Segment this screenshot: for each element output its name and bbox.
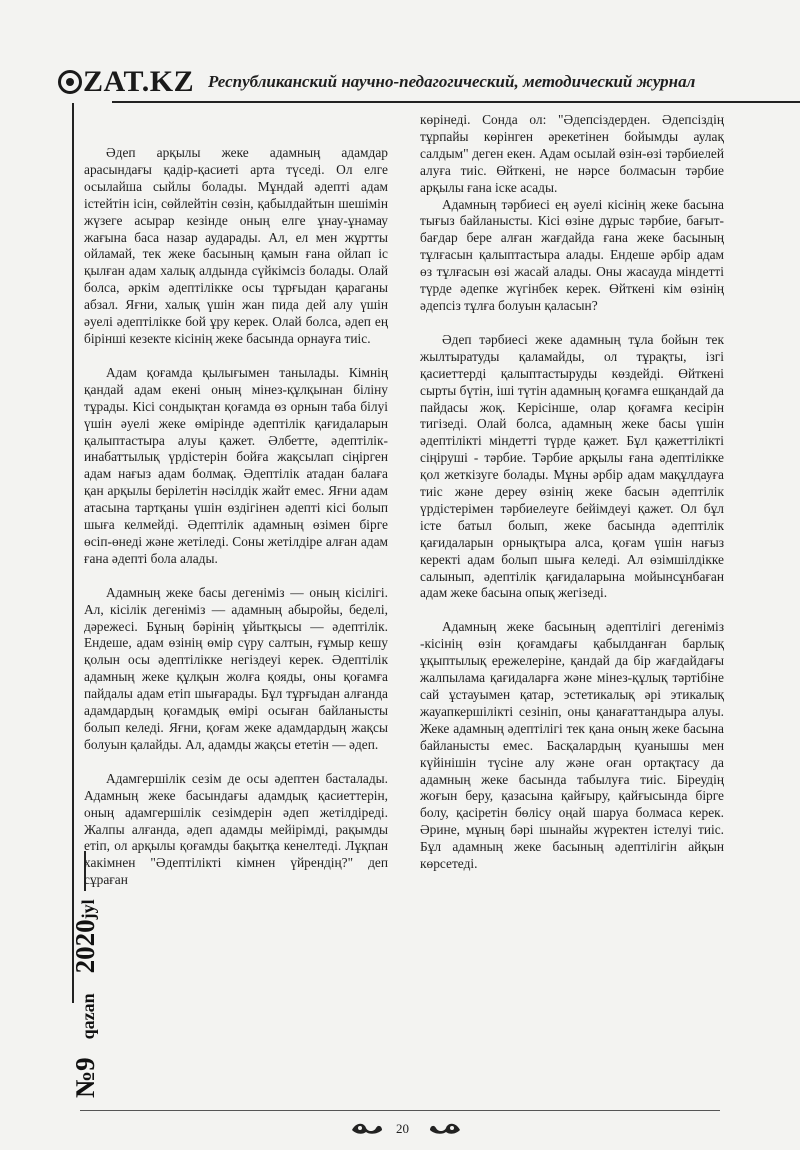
right-column — [420, 112, 724, 873]
journal-title: Республиканский научно-педагогический, методический журнал — [208, 72, 696, 91]
paragraph: Адамгершілік сезім де осы әдептен басталады. Адамның жеке басындағы адамдық қасиеттерін, оның адамгершілік сезімдерін әдеп жетілдіреді. Жалпы алғанда, әдеп адамды мейірімді, рақымды етіп, ол арқылы қоғамды бақытқа кенелтеді. Лұқпан хакімнен "Әдептілікті кімнен үйрендің?" деп сұраған — [84, 770, 388, 888]
header-divider — [112, 101, 800, 103]
issue-year: 2020 — [70, 919, 100, 974]
page-footer — [350, 1118, 470, 1142]
paragraph: көрінеді. Сонда ол: "Әдепсіздерден. Әдепсіздің тұрпайы көрінген әрекетінен бойымды аулақ салдым" деген екен. Адам осылай өзін-өзі тәрбиелей алуға тиіс. Өйткені, не нәрсе болмасын тәрбие арқылы ғана іске асады. — [420, 112, 724, 195]
page-header — [58, 62, 800, 104]
logo-text: ZAT.KZ — [83, 65, 195, 98]
issue-month: qazan — [78, 993, 98, 1040]
paragraph: Адам қоғамда қылығымен танылады. Кімнің қандай адам екені оның мінез-құлқынан біліну тұрады. Кісі сондықтан қоғамда өз орнын таба білуі үшін әуелі жеке өмірінде әдептілік қағидаларын қалыптастыра алуы қажет. Әлбетте, әдептілік-инабаттылық үрдістерін бойға жақсылап сіңірген адам нағыз адам болмақ. Әдептілік атадан балаға қан арқылы берілетін нәсілдік жайт емес. Яғни адам атасына тартқаны үшін өздігінен әдепті кісі болып шыға келмейді. Әдептілік адамның өзімен бірге өсіп-өнеді және жетіледі. Соны жетілдіре алған адам ғана әдепті бола алады. — [84, 364, 388, 566]
right-ornament-icon — [428, 1120, 462, 1136]
paragraph: Адамның жеке басының әдептілігі дегеніміз -кісінің өзін қоғамдағы қабылданған барлық ұқыптылық ережелеріне, қандай да бір жағдайдағы жалпылама қағидаларға және мінез-құлық тәртібіне сай ұстауымен қатар, эстетикалық әрі этикалық жауапкершілікті сезініп, оны қанағаттандыра алуы. Жеке адамның әдептілігі тек қана оның жеке басына байланысты емес. Басқалардың қуанышы мен күйінішін түсіне алу және оған ортақтасу да адамның жеке басында табылуға тиіс. Біреудің жоғын беру, қазасына қайғыру, қайғысында бірге болу, қасіретін бөлісу оңай шаруа болмаса керек. Әрине, мұның бәрі шынайы жүректен істелуі тиіс. Бұл адамның жеке басының әдептілігін айқын көрсетеді. — [420, 619, 724, 872]
left-column — [84, 145, 388, 889]
footer-divider — [80, 1110, 720, 1111]
paragraph: Адамның тәрбиесі ең әуелі кісінің жеке басына тығыз байланысты. Кісі өзіне дұрыс тәрбие, бағыт-бағдар бере алған жағдайда ғана жеке басының тұлғасын қалыптастыра алады. Ендеше әрбір адам өз тұлғасын өзі жасай алады. Оны жасауда міндетті түрде әдепке жүгінбек керек. Өйткені кім өзінің әдепсіз тұлға болуын қаласын? — [420, 196, 724, 313]
logo-circle-icon — [58, 70, 82, 94]
paragraph: Адамның жеке басы дегеніміз — оның кісілігі. Ал, кісілік дегеніміз — адамның абыройы, беделі, дәрежесі. Бұның бәрінің ұйытқысы — әдептілік. Ендеше, адам өзінің өмір сүру салтын, ғұмыр кешу қолын осы әдептілікке негіздеуі керек. Әдептілік адамның жеке құлқын жолға қояды, оны қоғамға пайдалы адам етіп шығарады. Бұл тұрғыдан алғанда адамдардың қоғамдық өмірі осыған байланысты болып келеді. Яғни, қоғам жеке адамдардың жақсы болуын қалайды. Ал, адамды жақсы ететін — әдеп. — [84, 584, 388, 752]
site-logo — [58, 64, 194, 100]
left-ornament-icon — [350, 1120, 384, 1136]
paragraph: Әдеп арқылы жеке адамның адамдар арасындағы қадір-қасиеті арта түседі. Ол елге осылайша сыйлы болады. Мұндай әдепті адам істейтін ісін, сөйлейтін сөзін, қабылдайтын шешімін жүзеге асырар кезінде оның елге ұнау-ұнамау жағына баса назар аударады. Ал, ел мен жұртты ойламай, тек жеке басының қамын ғана ойлап іс қылған адам халық алдында сүйкімсіз болады. Олай болса, әркім әдептілікке осы тұрғыдан қараганы абзал. Яғни, халық үшін жан пида дей алу үшін әуелі әдептілікке бой ұру керек. Олай болса, әдеп ең бірінші кезекте кісінің жеке басында орнауға тиіс. — [84, 145, 388, 346]
paragraph: Әдеп тәрбиесі жеке адамның тұла бойын тек жылтыратуды қаламайды, ол тұрақты, ізгі қасиеттерді қалыптастыруды көздейді. Өйткені сырты бүтін, іші түтін адамның қоғамға ешқандай да пайдасы жоқ. Керісінше, олар қоғамға кесірін тигізеді. Олай болса, адамның жеке басы үшін әдептілікті міндетті түрде қажет. Бұл қажеттілікті сіңіруші - тәрбие. Тәрбие арқылы ғана әдептілікке қол жеткізуге болады. Мұны әрбір адам мақұлдауға тиіс және дереу өзінің жеке басын әдептілік үрдістерімен тәрбиелеуге бейімдеуі қажет. Ол бұл істе батыл болып, жеке басында әдептілік қағидаларын орнықтыра алса, қоғам үшін нағыз керекті адам болып шыға келеді. Ал өзімшілдікке салынып, әдептілік қағидаларына мойынсұнбаған адам жеке басына опық жегізеді. — [420, 331, 724, 601]
issue-year-suffix: jyl — [78, 899, 98, 920]
page-number: 20 — [396, 1121, 409, 1136]
issue-number: №9 — [70, 1057, 100, 1098]
